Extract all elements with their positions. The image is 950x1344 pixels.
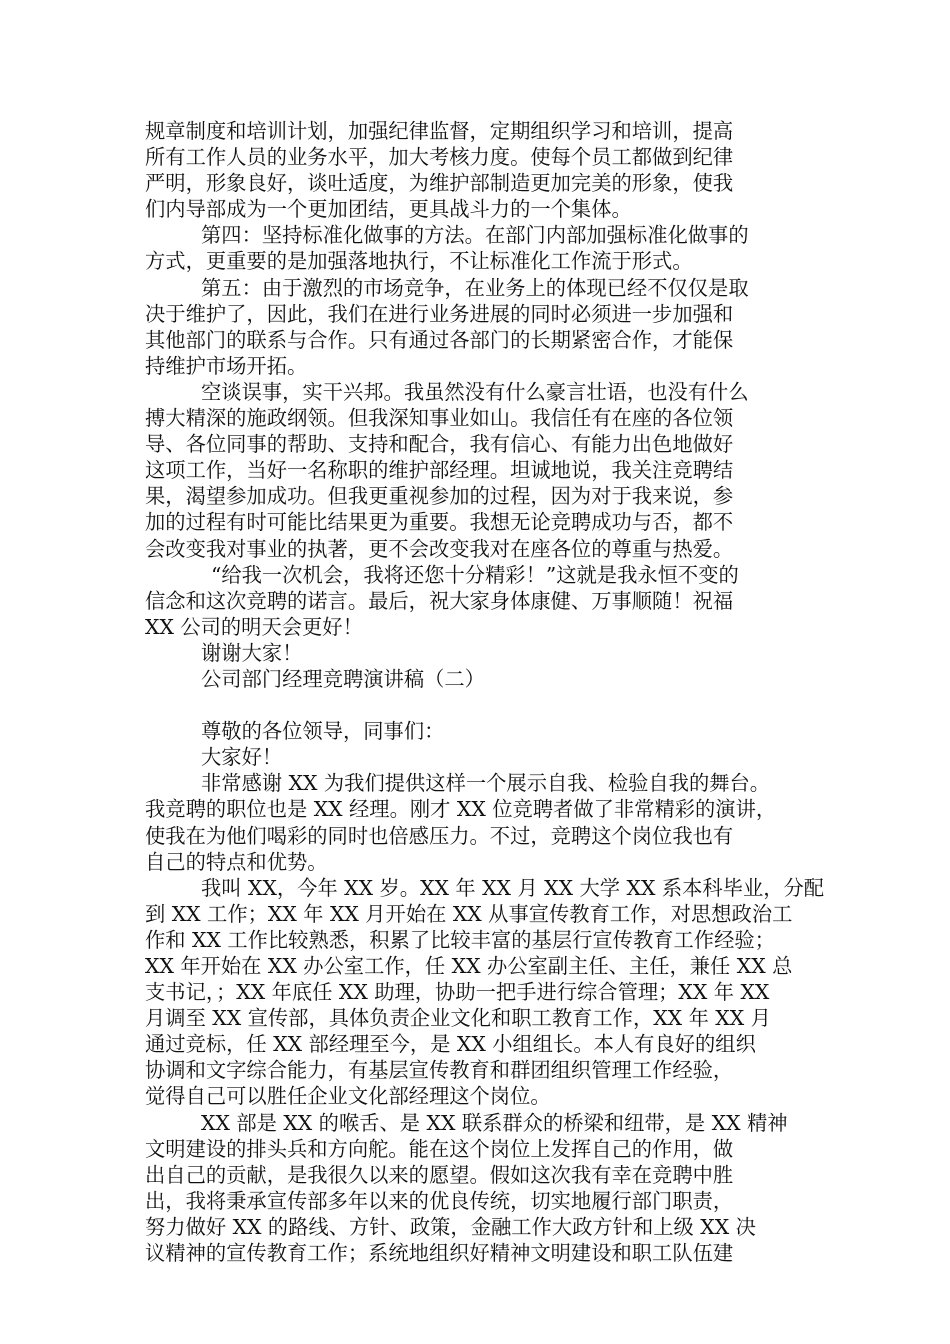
text-line: 通过竞标，任 XX 部经理至今，是 XX 小组组长。本人有良好的组织 [145, 1032, 756, 1057]
blank-line [145, 692, 807, 718]
text-line: 协调和文字综合能力，有基层宣传教育和群团组织管理工作经验， [145, 1058, 734, 1083]
document-page [145, 118, 825, 1266]
text-line: 非常感谢 XX 为我们提供这样一个展示自我、检验自我的舞台。 [201, 771, 771, 796]
text-line: 到 XX 工作；XX 年 XX 月开始在 XX 从事宣传教育工作，对思想政治工 [145, 901, 793, 926]
text-line: 公司部门经理竞聘演讲稿（二） [201, 666, 485, 691]
text-line: 支书记，；XX 年底任 XX 助理，协助一把手进行综合管理；XX 年 XX [145, 980, 770, 1005]
text-line: 决于维护了，因此，我们在进行业务进展的同时必须进一步加强和 [145, 301, 734, 326]
text-line: 严明，形象良好，谈吐适度，为维护部制造更加完美的形象，使我 [145, 171, 734, 196]
text-line: 我竞聘的职位也是 XX 经理。刚才 XX 位竞聘者做了非常精彩的演讲， [145, 797, 777, 822]
text-line: 规章制度和培训计划，加强纪律监督，定期组织学习和培训，提高 [145, 119, 734, 143]
text-line: 文明建设的排头兵和方向舵。能在这个岗位上发挥自己的作用，做 [145, 1136, 734, 1161]
text-line: 所有工作人员的业务水平，加大考核力度。使每个员工都做到纪律 [145, 145, 734, 170]
text-line: 加的过程有时可能比结果更为重要。我想无论竞聘成功与否，都不 [145, 510, 734, 535]
text-line: “给我一次机会，我将还您十分精彩！”这就是我永恒不变的 [211, 562, 739, 587]
text-line: 我叫 XX，今年 XX 岁。XX 年 XX 月 XX 大学 XX 系本科毕业，分配 [201, 875, 825, 900]
text-line: 觉得自己可以胜任企业文化部经理这个岗位。 [145, 1084, 551, 1109]
text-line: 努力做好 XX 的路线、方针、政策，金融工作大政方针和上级 XX 决 [145, 1214, 756, 1239]
text-line: 搏大精深的施政纲领。但我深知事业如山。我信任有在座的各位领 [145, 406, 734, 431]
text-line: 会改变我对事业的执著，更不会改变我对在座各位的尊重与热爱。 [145, 536, 734, 561]
text-line: XX 年开始在 XX 办公室工作，任 XX 办公室副主任、主任，兼任 XX 总 [145, 954, 793, 978]
text-line: 大家好！ [201, 745, 283, 770]
text-line: 其他部门的联系与合作。只有通过各部门的长期紧密合作，才能保 [145, 327, 734, 352]
text-line: 果，渴望参加成功。但我更重视参加的过程，因为对于我来说，参 [145, 484, 734, 509]
text-line: XX 公司的明天会更好！ [145, 614, 363, 639]
text-line: 方式，更重要的是加强落地执行，不让标准化工作流于形式。 [145, 249, 693, 274]
text-line: 议精神的宣传教育工作；系统地组织好精神文明建设和职工队伍建 [145, 1241, 734, 1266]
text-line: 自己的特点和优势。 [145, 849, 328, 874]
text-line: XX 部是 XX 的喉舌、是 XX 联系群众的桥梁和纽带，是 XX 精神 [201, 1110, 788, 1135]
text-line: 导、各位同事的帮助、支持和配合，我有信心、有能力出色地做好 [145, 432, 734, 457]
text-line: 尊敬的各位领导，同事们： [201, 719, 445, 744]
text-line: 使我在为他们喝彩的同时也倍感压力。不过，竞聘这个岗位我也有 [145, 823, 734, 848]
text-line: 这项工作，当好一名称职的维护部经理。坦诚地说，我关注竞聘结 [145, 458, 734, 483]
text-line: 第四：坚持标准化做事的方法。在部门内部加强标准化做事的 [201, 223, 749, 248]
text-line: 谢谢大家！ [201, 640, 303, 665]
text-line: 出，我将秉承宣传部多年以来的优良传统，切实地履行部门职责， [145, 1188, 734, 1213]
text-line: 信念和这次竞聘的诺言。最后，祝大家身体康健、万事顺随！祝福 [145, 588, 734, 613]
text-line: 月调至 XX 宣传部，具体负责企业文化和职工教育工作，XX 年 XX 月 [145, 1006, 771, 1031]
text-line: 第五：由于激烈的市场竞争，在业务上的体现已经不仅仅是取 [201, 275, 749, 300]
text-line: 出自己的贡献，是我很久以来的愿望。假如这次我有幸在竞聘中胜 [145, 1162, 734, 1187]
text-line: 持维护市场开拓。 [145, 353, 308, 378]
text-line: 们内导部成为一个更加团结，更具战斗力的一个集体。 [145, 197, 632, 222]
text-line: 空谈误事，实干兴邦。我虽然没有什么豪言壮语，也没有什么 [201, 379, 749, 404]
text-line: 作和 XX 工作比较熟悉，积累了比较丰富的基层行宣传教育工作经验； [145, 927, 775, 952]
